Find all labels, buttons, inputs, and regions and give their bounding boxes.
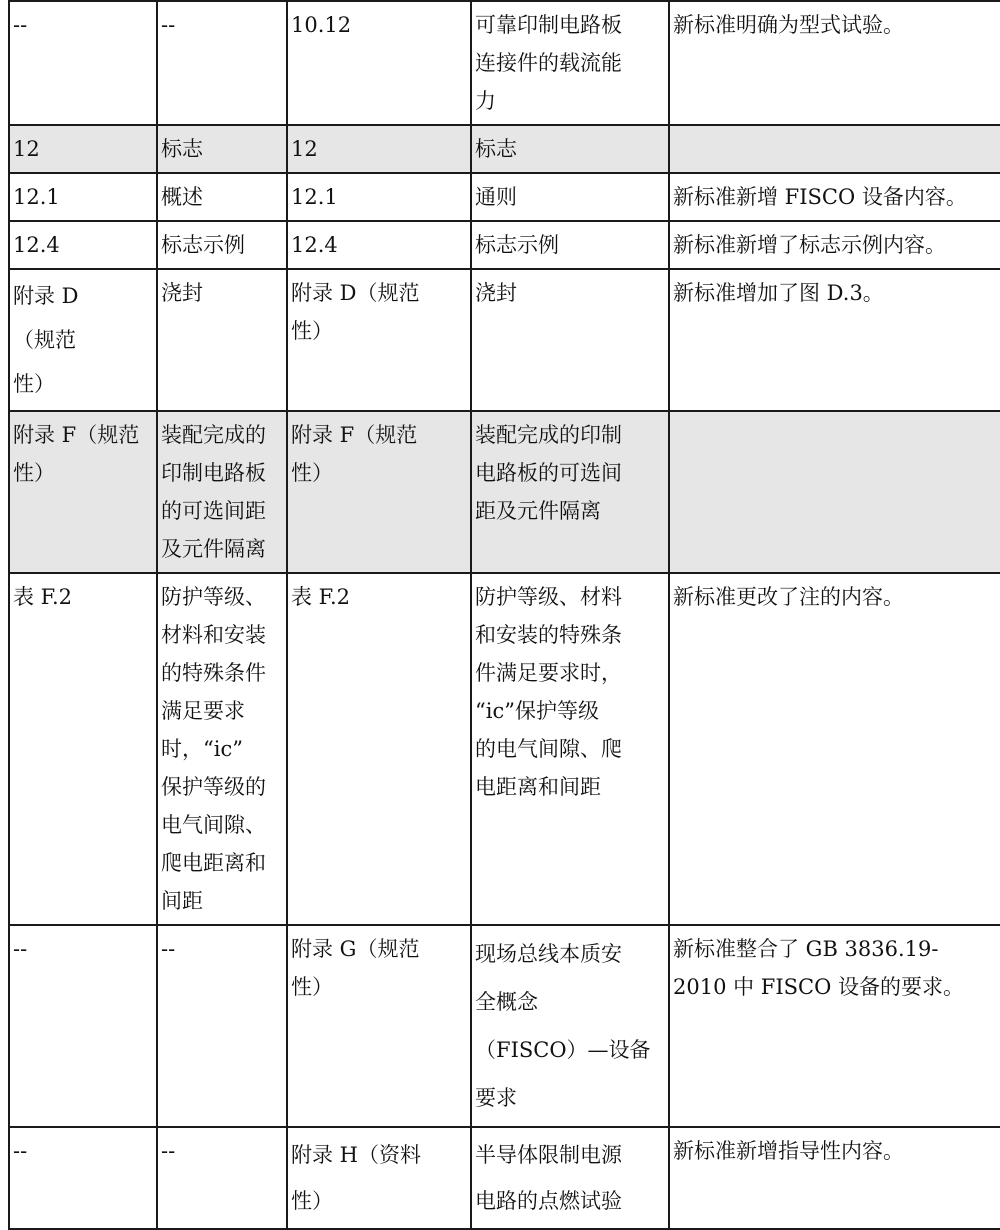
cell-text: 12 bbox=[13, 137, 40, 161]
old-clause-number-cell bbox=[9, 221, 157, 269]
cell-text: 12.1 bbox=[291, 185, 338, 209]
new-clause-number-cell bbox=[287, 411, 471, 573]
new-clause-number-cell bbox=[287, 173, 471, 221]
new-clause-title-cell bbox=[471, 269, 669, 411]
cell-text: 可靠印制电路板 连接件的载流能 力 bbox=[475, 13, 622, 113]
cell-text: -- bbox=[161, 13, 176, 37]
old-clause-number-cell bbox=[9, 573, 157, 925]
new-clause-title-cell bbox=[471, 411, 669, 573]
old-clause-number-cell bbox=[9, 269, 157, 411]
old-clause-number-cell bbox=[9, 925, 157, 1127]
change-description-cell bbox=[669, 411, 1000, 573]
table-row bbox=[9, 411, 1000, 573]
cell-text: 附录 D（规范 性） bbox=[291, 281, 420, 343]
cell-text: -- bbox=[161, 1139, 176, 1163]
cell-text: 新标准更改了注的内容。 bbox=[673, 585, 904, 609]
cell-text: 通则 bbox=[475, 185, 517, 209]
cell-text: 附录 G（规范 性） bbox=[291, 937, 420, 999]
cell-text: 标志 bbox=[161, 137, 203, 161]
new-clause-number-cell bbox=[287, 125, 471, 173]
old-clause-title-cell bbox=[157, 173, 287, 221]
change-description-cell bbox=[669, 925, 1000, 1127]
new-clause-title-cell bbox=[471, 1127, 669, 1229]
cell-text: 12 bbox=[291, 137, 318, 161]
cell-text: -- bbox=[161, 937, 176, 961]
old-clause-number-cell bbox=[9, 1, 157, 125]
new-clause-title-cell bbox=[471, 573, 669, 925]
change-description-cell bbox=[669, 573, 1000, 925]
cell-text: 附录 D （规范 性） bbox=[13, 284, 79, 396]
new-clause-number-cell bbox=[287, 1127, 471, 1229]
new-clause-number-cell bbox=[287, 573, 471, 925]
cell-text: 12.1 bbox=[13, 185, 60, 209]
cell-text: 防护等级、材料 和安装的特殊条 件满足要求时， “ic”保护等级 的电气间隙、爬 电距离和间距 bbox=[475, 585, 622, 799]
old-clause-title-cell bbox=[157, 1, 287, 125]
new-clause-title-cell bbox=[471, 173, 669, 221]
table-row bbox=[9, 221, 1000, 269]
change-description-cell bbox=[669, 1127, 1000, 1229]
change-description-cell bbox=[669, 221, 1000, 269]
new-clause-title-cell bbox=[471, 925, 669, 1127]
table-row bbox=[9, 573, 1000, 925]
cell-text: -- bbox=[13, 937, 28, 961]
cell-text: -- bbox=[13, 1139, 28, 1163]
old-clause-title-cell bbox=[157, 221, 287, 269]
change-description-cell bbox=[669, 1, 1000, 125]
cell-text: 表 F.2 bbox=[291, 585, 351, 609]
old-clause-title-cell bbox=[157, 269, 287, 411]
cell-text: 半导体限制电源 电路的点燃试验 bbox=[475, 1143, 622, 1213]
cell-text: 标志示例 bbox=[161, 233, 245, 257]
change-description-cell bbox=[669, 269, 1000, 411]
table-row bbox=[9, 1, 1000, 125]
cell-text: 新标准整合了 GB 3836.19- 2010 中 FISCO 设备的要求。 bbox=[673, 937, 965, 999]
cell-text: 新标准新增了标志示例内容。 bbox=[673, 233, 946, 257]
cell-text: 附录 F（规范 性） bbox=[291, 423, 418, 485]
change-description-cell bbox=[669, 173, 1000, 221]
cell-text: 12.4 bbox=[13, 233, 60, 257]
old-clause-number-cell bbox=[9, 411, 157, 573]
cell-text: 新标准新增 FISCO 设备内容。 bbox=[673, 185, 967, 209]
table-row bbox=[9, 1127, 1000, 1229]
old-clause-number-cell bbox=[9, 173, 157, 221]
new-clause-number-cell bbox=[287, 269, 471, 411]
old-clause-title-cell bbox=[157, 125, 287, 173]
cell-text: 浇封 bbox=[475, 281, 517, 305]
cell-text: 标志 bbox=[475, 137, 517, 161]
change-description-cell bbox=[669, 125, 1000, 173]
cell-text: 附录 F（规范 性） bbox=[13, 423, 140, 485]
cell-text: 浇封 bbox=[161, 281, 203, 305]
cell-text: 10.12 bbox=[291, 13, 352, 37]
old-clause-number-cell bbox=[9, 125, 157, 173]
cell-text: 现场总线本质安 全概念 （FISCO）—设备 要求 bbox=[475, 942, 651, 1110]
table-body bbox=[9, 1, 1000, 1229]
cell-text: 表 F.2 bbox=[13, 585, 73, 609]
standards-comparison-table bbox=[8, 0, 1000, 1230]
table-row bbox=[9, 125, 1000, 173]
cell-text: 新标准新增指导性内容。 bbox=[673, 1139, 904, 1163]
old-clause-title-cell bbox=[157, 573, 287, 925]
old-clause-number-cell bbox=[9, 1127, 157, 1229]
table-row bbox=[9, 269, 1000, 411]
standards-comparison-table-container bbox=[8, 0, 1000, 1230]
new-clause-number-cell bbox=[287, 1, 471, 125]
new-clause-title-cell bbox=[471, 125, 669, 173]
table-row bbox=[9, 925, 1000, 1127]
old-clause-title-cell bbox=[157, 925, 287, 1127]
table-row bbox=[9, 173, 1000, 221]
cell-text: -- bbox=[13, 13, 28, 37]
cell-text: 概述 bbox=[161, 185, 203, 209]
cell-text: 装配完成的印制 电路板的可选间 距及元件隔离 bbox=[475, 423, 622, 523]
cell-text: 12.4 bbox=[291, 233, 338, 257]
cell-text: 装配完成的 印制电路板 的可选间距 及元件隔离 bbox=[161, 423, 266, 561]
cell-text: 附录 H（资料 性） bbox=[291, 1143, 421, 1213]
cell-text: 标志示例 bbox=[475, 233, 559, 257]
cell-text: 新标准明确为型式试验。 bbox=[673, 13, 904, 37]
new-clause-number-cell bbox=[287, 925, 471, 1127]
new-clause-title-cell bbox=[471, 221, 669, 269]
cell-text: 新标准增加了图 D.3。 bbox=[673, 281, 884, 305]
cell-text: 防护等级、 材料和安装 的特殊条件 满足要求 时，“ic” 保护等级的 电气间隙、 爬电距离和 间距 bbox=[161, 585, 266, 913]
old-clause-title-cell bbox=[157, 1127, 287, 1229]
new-clause-title-cell bbox=[471, 1, 669, 125]
old-clause-title-cell bbox=[157, 411, 287, 573]
new-clause-number-cell bbox=[287, 221, 471, 269]
